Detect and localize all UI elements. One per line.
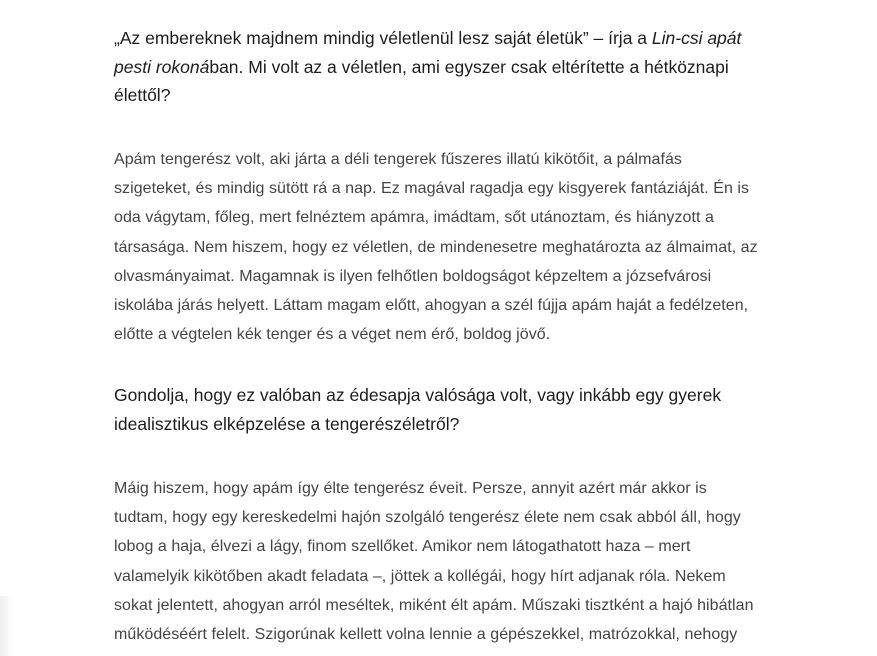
- answer-1-line: szigeteket, és mindig sütött rá a nap. Ez magával ragadja egy kisgyerek fantáziáját. Én is: [114, 180, 750, 198]
- answer-2-line: lobog a haja, élvezi a lágy, finom szellőket. Amikor nem látogathatott haza – mert: [114, 538, 691, 556]
- question-1-text-middle: ban. Mi volt az a véletlen, ami egyszer csak eltérítette a hétköznapi: [209, 56, 729, 77]
- answer-1-line: olvasmányaimat. Magamnak is ilyen felhőtlen boldogságot képzeltem a józsefvárosi: [114, 267, 712, 285]
- question-1-line-1: [114, 24, 804, 53]
- answer-2-line: tudtam, hogy egy kereskedelmi hajón szolgáló tengerész élete nem csak abból áll, hogy: [114, 509, 741, 527]
- question-1-line-3: élettől?: [114, 85, 171, 105]
- question-1-text-start: „Az embereknek majdnem mindig véletlenül lesz saját életük” – írja a: [114, 28, 652, 48]
- interview-question-2: [114, 381, 804, 438]
- answer-1-line: Apám tengerész volt, aki járta a déli tengerek fűszeres illatú kikötőit, a pálmafás: [114, 151, 682, 168]
- answer-2-line: valamelyik kikötőben akadt feladata –, jöttek a kollégái, hogy hírt adjanak róla. Nekem: [114, 567, 726, 585]
- answer-2-line: sokat jelentett, ahogyan arról meséltek, miként élt apám. Műszaki tisztként a hajó hibátlan: [114, 596, 754, 614]
- book-title-part-1: Lin-csi apát: [651, 28, 742, 48]
- answer-2-line: Máig hiszem, hogy apám így élte tengerész éveit. Persze, annyit azért már akkor is: [114, 480, 707, 497]
- answer-1-line: iskolába járás helyett. Láttam magam előtt, ahogyan a szél fújja apám haját a fedélzeten,: [114, 297, 749, 315]
- answer-1-line: előtte a végtelen kék tenger és a véget nem érő, boldog jövő.: [114, 326, 551, 344]
- book-title-part-2: pesti rokoná: [114, 56, 210, 77]
- question-2-line: idealisztikus elképzelése a tengerészéletről?: [114, 413, 460, 434]
- question-1-line-2: [114, 53, 804, 82]
- answer-1-line: társasága. Nem hiszem, hogy ez véletlen, de mindenesetre meghatározta az álmaimat, az: [114, 238, 758, 256]
- interview-answer-2: [114, 474, 804, 649]
- interview-answer-1: [114, 145, 804, 349]
- question-2-line: Gondolja, hogy ez valóban az édesapja valósága volt, vagy inkább egy gyerek: [114, 385, 722, 405]
- interview-question-1: [114, 24, 804, 110]
- edge-shadow: [0, 596, 14, 656]
- answer-2-line: működéséért felelt. Szigorúnak kellett volna lennie a gépészekkel, matrózokkal, nehogy: [114, 626, 738, 644]
- answer-1-line: oda vágytam, főleg, mert felnéztem apámra, imádtam, sőt utánoztam, és hiányzott a: [114, 209, 714, 227]
